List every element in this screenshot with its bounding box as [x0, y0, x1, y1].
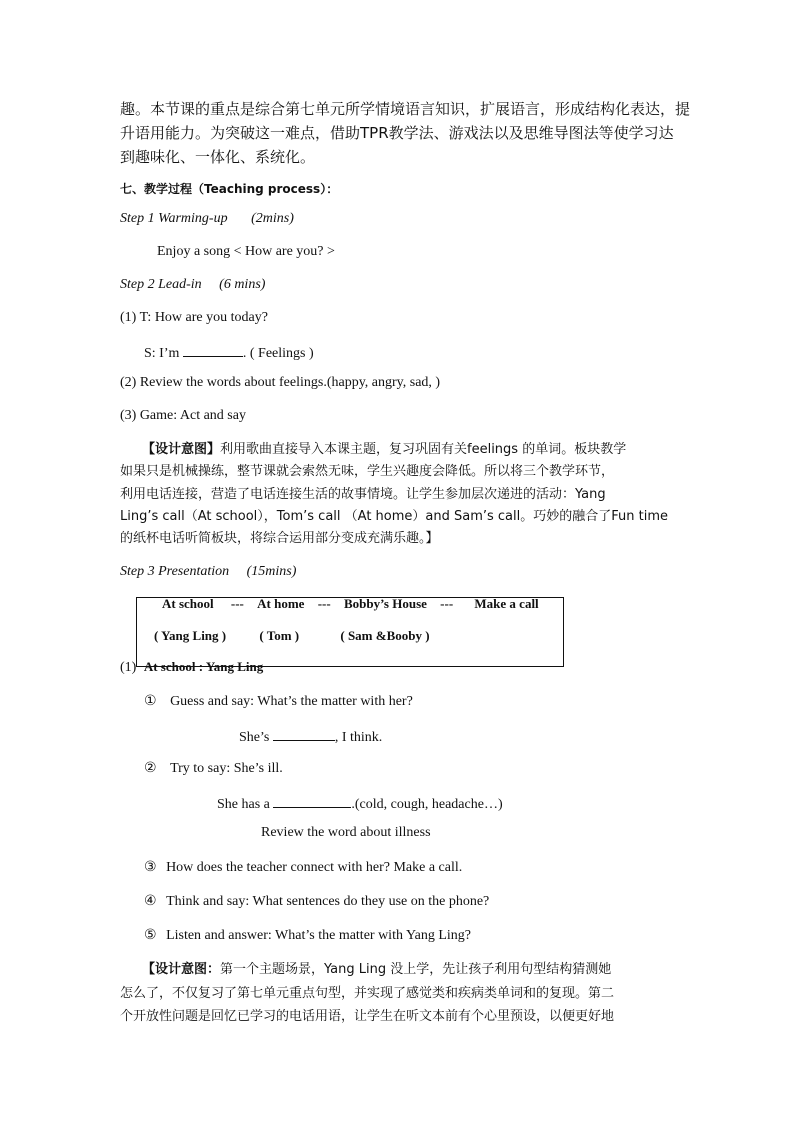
item-3 — [144, 859, 462, 876]
item-3-text: How does the teacher connect with her? Make a call. — [166, 860, 463, 875]
box-person-tom: ( Tom ) — [259, 628, 300, 643]
design1-line-1 — [142, 439, 626, 461]
step2-item1-answer — [144, 342, 314, 362]
item-5 — [144, 927, 471, 944]
step2-item1-question: (1) T: How are you today? — [120, 310, 268, 325]
box-scene-home: At home — [257, 596, 305, 611]
item-1-sub — [239, 726, 382, 746]
item-1-marker: ① — [144, 693, 157, 709]
section-heading: 七、教学过程（Teaching process）： — [120, 182, 339, 196]
box-scene-call: Make a call — [474, 596, 539, 611]
box-sep-1: --- — [230, 596, 244, 611]
item-2-marker: ② — [144, 760, 157, 776]
box-sep-3: --- — [440, 596, 454, 611]
intro-line-2: 升语用能力。为突破这一难点，借助TPR教学法、游戏法以及思维导图法等使学习达 — [120, 124, 674, 142]
design2-label: 【设计意图： — [142, 962, 221, 977]
box-person-yangling: ( Yang Ling ) — [154, 628, 227, 643]
box-row-1 — [162, 596, 539, 612]
item-1-sub-suffix: , I think. — [334, 730, 383, 745]
step2-title — [120, 277, 265, 293]
item-5-marker: ⑤ — [144, 927, 157, 943]
part1-heading — [120, 659, 263, 676]
item-2 — [144, 760, 283, 777]
design1-label: 【设计意图】 — [142, 442, 221, 457]
item-2-sub-prefix: She has a — [217, 797, 270, 812]
item-2-blank — [273, 793, 351, 808]
step1-content: Enjoy a song < How are you? > — [157, 244, 335, 259]
item-1-text: Guess and say: What’s the matter with her? — [170, 694, 413, 709]
design2-line-3: 个开放性问题是回忆已学习的电话用语，让学生在听文本前有个心里预设，以便更好地 — [120, 1009, 615, 1024]
step2-item3: (3) Game: Act and say — [120, 408, 246, 423]
item-2-sub — [217, 793, 503, 813]
item-5-text: Listen and answer: What’s the matter with Yang Ling? — [166, 928, 472, 943]
item-1-sub-prefix: She’s — [239, 730, 270, 745]
part1-title: At school : Yang Ling — [143, 659, 264, 674]
answer-blank — [183, 342, 243, 357]
design1-line-4: Ling’s call（At school），Tom’s call （At home）and Sam’s call。巧妙的融合了Fun time — [120, 509, 668, 524]
design1-line-2: 如果只是机械操练，整节课就会索然无味，学生兴趣度会降低。所以将三个教学环节， — [120, 464, 615, 479]
step1-title — [120, 211, 294, 227]
step2-item2: (2) Review the words about feelings.(happy, angry, sad, ) — [120, 375, 441, 390]
answer-prefix: S: I’m — [144, 346, 180, 361]
item-1 — [144, 693, 413, 710]
step1-time: (2mins) — [251, 211, 294, 226]
item-4 — [144, 893, 489, 910]
item-1-blank — [273, 726, 335, 741]
item-2-sub-suffix: .(cold, cough, headache…) — [351, 797, 503, 812]
step3-title-text: Step 3 Presentation — [120, 564, 230, 579]
design2-line-1 — [142, 959, 611, 981]
design1-line-5: 的纸杯电话听简板块，将综合运用部分变成充满乐趣。】 — [120, 531, 439, 546]
intro-line-3: 到趣味化、一体化、系统化。 — [120, 148, 316, 166]
step3-time: (15mins) — [246, 564, 297, 579]
design2-line-2: 怎么了，不仅复习了第七单元重点句型，并实现了感觉类和疾病类单词和的复现。第二 — [120, 986, 615, 1001]
item-4-text: Think and say: What sentences do they use on the phone? — [166, 894, 490, 909]
item-2-sub-2: Review the word about illness — [261, 825, 431, 840]
step2-time: (6 mins) — [219, 277, 266, 292]
box-sep-2: --- — [317, 596, 331, 611]
box-scene-school: At school — [162, 596, 214, 611]
item-4-marker: ④ — [144, 893, 157, 909]
box-scene-bobby-house: Bobby’s House — [343, 596, 427, 611]
item-3-marker: ③ — [144, 859, 157, 875]
part1-num: (1) — [120, 660, 137, 675]
design1-text-1: 利用歌曲直接导入本课主题，复习巩固有关feelings 的单词。板块教学 — [220, 442, 627, 457]
answer-suffix: . ( Feelings ) — [242, 346, 314, 361]
design2-text-1: 第一个主题场景，Yang Ling 没上学，先让孩子利用句型结构猜测她 — [220, 962, 612, 977]
step1-title-text: Step 1 Warming-up — [120, 211, 228, 226]
box-row-2 — [154, 628, 430, 644]
step3-title — [120, 564, 296, 580]
box-person-sam: ( Sam &Booby ) — [340, 628, 430, 643]
design1-line-3: 利用电话连接，营造了电话连接生活的故事情境。让学生参加层次递进的活动：Yang — [120, 487, 606, 502]
item-2-text: Try to say: She’s ill. — [170, 761, 283, 776]
intro-line-1: 趣。本节课的重点是综合第七单元所学情境语言知识，扩展语言，形成结构化表达，提 — [120, 100, 691, 118]
step2-title-text: Step 2 Lead-in — [120, 277, 202, 292]
